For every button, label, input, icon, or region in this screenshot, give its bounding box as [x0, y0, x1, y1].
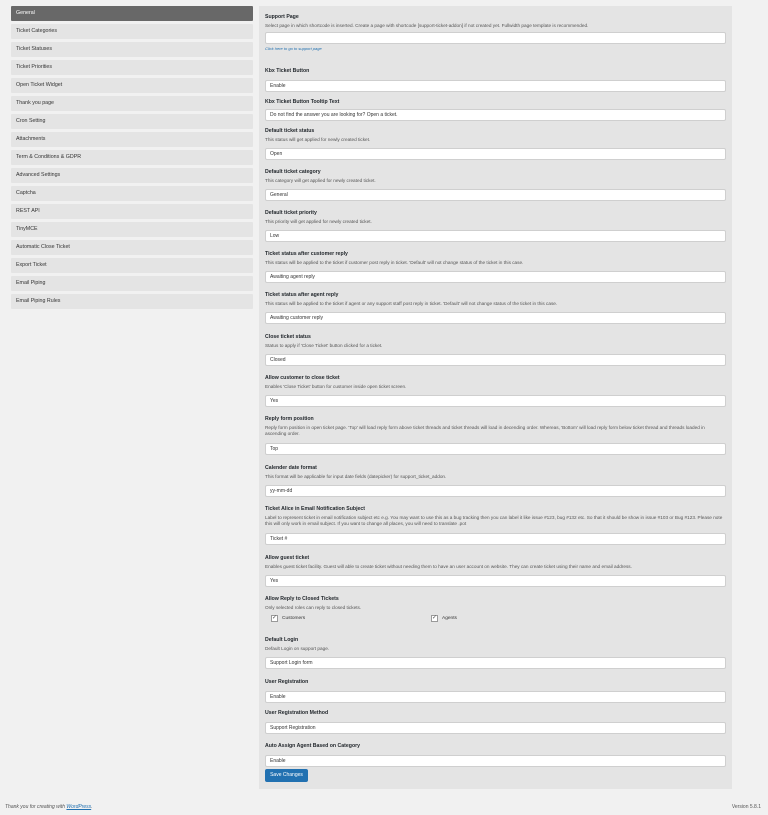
- support-page-setting: [265, 14, 726, 51]
- support-page-select[interactable]: [265, 32, 726, 44]
- sidebar-item-advanced-settings[interactable]: Advanced Settings: [11, 168, 253, 183]
- sidebar-item-thank-you-page[interactable]: Thank you page: [11, 96, 253, 111]
- footer-suffix: .: [91, 804, 93, 810]
- default-priority-setting: [265, 210, 726, 242]
- date-format-label: Calender date format: [265, 465, 317, 471]
- reply-closed-label: Allow Reply to Closed Tickets: [265, 596, 339, 602]
- date-format-input[interactable]: yy-mm-dd: [265, 485, 726, 497]
- reply-closed-roles: [265, 615, 726, 622]
- default-priority-select[interactable]: Low: [265, 230, 726, 242]
- guest-ticket-select[interactable]: Yes: [265, 575, 726, 587]
- status-agent-reply-select[interactable]: Awaiting customer reply: [265, 312, 726, 324]
- close-status-select[interactable]: Closed: [265, 354, 726, 366]
- status-customer-reply-desc: This status will be applied to the ticket if customer post reply in ticket. 'Default' will not change status of the ticket in this case.: [265, 260, 524, 265]
- default-login-select[interactable]: Support Login form: [265, 657, 726, 669]
- registration-method-label: User Registration Method: [265, 710, 329, 716]
- status-agent-reply-setting: [265, 292, 726, 324]
- auto-assign-select[interactable]: Enable: [265, 755, 726, 767]
- default-category-desc: This category will get applied for newly created ticket.: [265, 178, 376, 183]
- sidebar-item-email-piping[interactable]: Email Piping: [11, 276, 253, 291]
- kbx-tooltip-label: Kbx Ticket Button Tooltip Text: [265, 99, 340, 105]
- status-agent-reply-desc: This status will be applied to the ticket if agent or any support staff post reply in ticket. 'Default' will not change status of the ticket in this case.: [265, 301, 558, 306]
- ticket-alice-setting: [265, 506, 726, 545]
- settings-panel: [259, 6, 732, 789]
- default-login-label: Default Login: [265, 637, 299, 643]
- allow-close-label: Allow customer to close ticket: [265, 375, 340, 381]
- support-page-label: Support Page: [265, 14, 299, 20]
- sidebar-item-attachments[interactable]: Attachments: [11, 132, 253, 147]
- kbx-button-setting: [265, 68, 726, 92]
- default-status-desc: This status will get applied for newly created ticket.: [265, 137, 371, 142]
- sidebar-item-general[interactable]: General: [11, 6, 253, 21]
- close-status-desc: Status to apply if 'Close Ticket' button clicked for a ticket.: [265, 343, 383, 348]
- user-registration-label: User Registration: [265, 679, 309, 685]
- sidebar-item-rest-api[interactable]: REST API: [11, 204, 253, 219]
- default-status-setting: [265, 128, 726, 160]
- allow-close-setting: [265, 375, 726, 407]
- registration-method-setting: [265, 710, 726, 734]
- guest-ticket-desc: Enables guest ticket facility. Guest will able to create ticket without needing them to have an user account on website. They can create ticket using their name and email address.: [265, 564, 632, 569]
- guest-ticket-setting: [265, 555, 726, 587]
- support-page-link[interactable]: Click here to go to support page: [265, 46, 322, 52]
- sidebar-item-ticket-statuses[interactable]: Ticket Statuses: [11, 42, 253, 57]
- default-priority-desc: This priority will get applied for newly created ticket.: [265, 219, 372, 224]
- sidebar-item-terms-gdpr[interactable]: Term & Conditions & GDPR: [11, 150, 253, 165]
- default-category-label: Default ticket category: [265, 169, 321, 175]
- save-changes-button[interactable]: Save Changes: [265, 769, 308, 782]
- checkmark-icon: ✓: [432, 615, 438, 622]
- sidebar-item-ticket-priorities[interactable]: Ticket Priorities: [11, 60, 253, 75]
- default-status-label: Default ticket status: [265, 128, 315, 134]
- registration-method-select[interactable]: Support Registration: [265, 722, 726, 734]
- date-format-desc: This format will be applicable for input date fields (datepicker) for support_ticket_addon.: [265, 474, 447, 479]
- reply-closed-setting: [265, 596, 726, 622]
- default-status-select[interactable]: Open: [265, 148, 726, 160]
- ticket-alice-input[interactable]: Ticket #: [265, 533, 726, 545]
- sidebar-item-captcha[interactable]: Captcha: [11, 186, 253, 201]
- status-agent-reply-label: Ticket status after agent reply: [265, 292, 339, 298]
- default-category-select[interactable]: General: [265, 189, 726, 201]
- wordpress-link[interactable]: WordPress: [66, 804, 92, 810]
- sidebar-item-open-ticket-widget[interactable]: Open Ticket Widget: [11, 78, 253, 93]
- ticket-alice-desc: Label to represent ticket in email notification subject etc e.g. You may want to use this as a bug tracking then you can label it like issue #123, bug #132 etc. So that it should be show in issue #103 or Bug #123. Please note this will only work in email subject. If you want to change all places, you will need to translate .pot: [265, 515, 723, 527]
- user-registration-select[interactable]: Enable: [265, 691, 726, 703]
- customers-checkbox-label: Customers: [282, 616, 306, 622]
- customers-checkbox[interactable]: [265, 615, 425, 622]
- sidebar-item-automatic-close-ticket[interactable]: Automatic Close Ticket: [11, 240, 253, 255]
- checkmark-icon: ✓: [272, 615, 278, 622]
- close-status-label: Close ticket status: [265, 334, 311, 340]
- allow-close-desc: Enables 'Close Ticket' button for customer inside open ticket screen.: [265, 384, 407, 389]
- reply-position-label: Reply form position: [265, 416, 314, 422]
- user-registration-setting: [265, 679, 726, 703]
- default-category-setting: [265, 169, 726, 201]
- reply-position-setting: [265, 416, 726, 455]
- settings-sidebar: [11, 6, 253, 312]
- sidebar-item-export-ticket[interactable]: Export Ticket: [11, 258, 253, 273]
- footer-prefix: Thank you for creating with: [5, 804, 67, 810]
- kbx-button-label: Kbx Ticket Button: [265, 68, 310, 74]
- footer-credit: [5, 804, 93, 810]
- guest-ticket-label: Allow guest ticket: [265, 555, 310, 561]
- status-customer-reply-label: Ticket status after customer reply: [265, 251, 348, 257]
- agents-checkbox[interactable]: [425, 615, 585, 622]
- agents-checkbox-label: Agents: [442, 616, 457, 622]
- default-login-setting: [265, 637, 726, 669]
- version-text: Version 5.8.1: [731, 804, 761, 810]
- support-page-desc: Select page in which shortcode is inserted. Create a page with shortcode [support-ticket-addon] if not created yet. Fullwidth page template is recommended.: [265, 23, 589, 28]
- ticket-alice-label: Ticket Alice in Email Notification Subject: [265, 506, 366, 512]
- default-priority-label: Default ticket priority: [265, 210, 317, 216]
- sidebar-item-tinymce[interactable]: TinyMCE: [11, 222, 253, 237]
- date-format-setting: [265, 465, 726, 497]
- sidebar-item-email-piping-rules[interactable]: Email Piping Rules: [11, 294, 253, 309]
- reply-closed-desc: Only selected roles can reply to closed tickets.: [265, 605, 362, 610]
- auto-assign-label: Auto Assign Agent Based on Category: [265, 743, 361, 749]
- auto-assign-setting: [265, 743, 726, 767]
- status-customer-reply-select[interactable]: Awaiting agent reply: [265, 271, 726, 283]
- default-login-desc: Default Login on support page.: [265, 646, 330, 651]
- kbx-button-select[interactable]: Enable: [265, 80, 726, 92]
- reply-position-select[interactable]: Top: [265, 443, 726, 455]
- sidebar-item-cron-setting[interactable]: Cron Setting: [11, 114, 253, 129]
- close-status-setting: [265, 334, 726, 366]
- allow-close-select[interactable]: Yes: [265, 395, 726, 407]
- kbx-tooltip-input[interactable]: Do not find the answer you are looking for? Open a ticket.: [265, 109, 726, 121]
- sidebar-item-ticket-categories[interactable]: Ticket Categories: [11, 24, 253, 39]
- kbx-tooltip-setting: [265, 99, 726, 121]
- status-customer-reply-setting: [265, 251, 726, 283]
- reply-position-desc: Reply form position in open ticket page. 'Top' will load reply form above ticket threads and ticket threads will load in decending order. Whereas, 'Bottom' will load reply form below ticket thread and threads loaded in ascending order.: [265, 425, 705, 437]
